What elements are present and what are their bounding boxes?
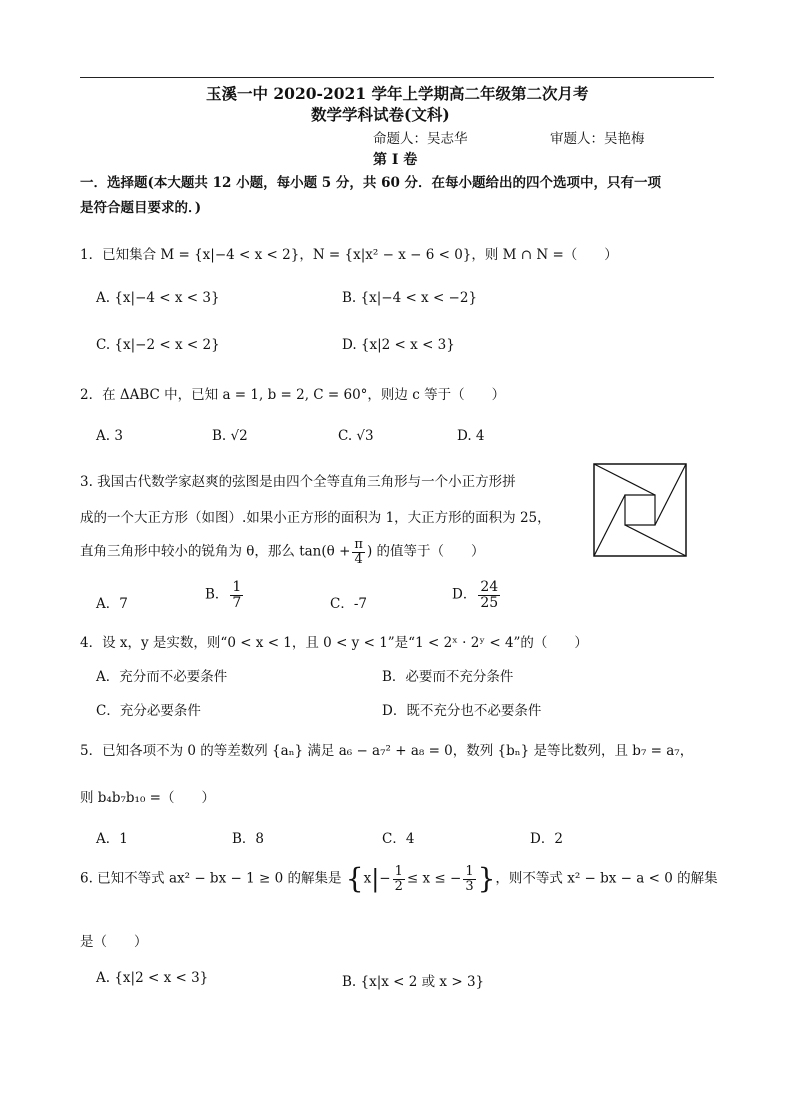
q5-stem-line2: 则 b₄b₇b₁₀ =（ ） xyxy=(80,790,215,806)
q2-option-b[interactable]: B. √2 xyxy=(212,428,248,444)
triangle-lines xyxy=(594,464,686,556)
q2-option-a[interactable]: A. 3 xyxy=(96,428,123,444)
top-rule xyxy=(80,77,714,78)
q1-option-a[interactable]: A. {x|−4 < x < 3} xyxy=(96,290,220,306)
brace-right: } xyxy=(477,862,496,896)
brace-left: { xyxy=(345,862,364,896)
section-instructions-line1: 一．选择题(本大题共 12 小题，每小题 5 分，共 60 分．在每小题给出的四个选项中，只有一项 xyxy=(80,175,662,191)
frac-num: 24 xyxy=(480,579,499,595)
inner-square xyxy=(625,495,655,525)
frac-num: 1 xyxy=(465,864,474,879)
q4-option-c[interactable]: C．充分必要条件 xyxy=(96,703,201,719)
q5-option-d[interactable]: D．2 xyxy=(530,831,563,847)
q3-option-b[interactable] xyxy=(205,580,245,610)
frac-num: 1 xyxy=(232,579,242,595)
q6-stem: 6. 已知不等式 ax² − bx − 1 ≥ 0 的解集是 {x|− $\frac{1}{2}$ ≤ x ≤ − $\frac{1}{3}$ }，则不等式 x² − bx − a < 0 的解集 xyxy=(80,862,718,896)
q3-stem-line3 xyxy=(80,538,485,566)
q4-stem: 4．设 x，y 是实数，则“0 < x < 1，且 0 < y < 1”是“1 < 2ˣ · 2ʸ < 4”的（ ） xyxy=(80,635,588,651)
q1-option-c[interactable]: C. {x|−2 < x < 2} xyxy=(96,337,220,353)
q6-option-b[interactable]: B. {x|x < 2 或 x > 3} xyxy=(342,974,485,990)
frac-den: 3 xyxy=(465,878,474,894)
twenty-four-over-twenty-five xyxy=(478,580,500,610)
frac-den: 2 xyxy=(394,878,403,894)
outer-square xyxy=(594,464,686,556)
frac-num: π xyxy=(354,537,363,552)
q4-option-b[interactable]: B．必要而不充分条件 xyxy=(382,669,514,685)
q3-option-b-label: B． xyxy=(205,586,229,603)
q2-stem: 2．在 ΔABC 中，已知 a = 1, b = 2, C = 60°，则边 c 等于（ ） xyxy=(80,387,506,403)
q5-option-b[interactable]: B．8 xyxy=(232,831,265,847)
section-instructions-line2: 是符合题目要求的．) xyxy=(80,200,202,216)
q3-stem-line1: 3. 我国古代数学家赵爽的弦图是由四个全等直角三角形与一个小正方形拼 xyxy=(80,474,516,490)
q3-option-a[interactable]: A．7 xyxy=(96,596,128,612)
q1-option-d[interactable]: D. {x|2 < x < 3} xyxy=(342,337,455,353)
set-bar: | xyxy=(371,865,380,894)
q3-stem-line3-a: 直角三角形中较小的锐角为 θ，那么 tan(θ + xyxy=(80,543,351,560)
frac-num: 1 xyxy=(394,864,403,879)
q6-option-a[interactable]: A. {x|2 < x < 3} xyxy=(96,970,209,986)
zhao-shuang-diagram xyxy=(593,463,687,557)
q3-stem-line2: 成的一个大正方形（如图）.如果小正方形的面积为 1，大正方形的面积为 25， xyxy=(80,510,551,526)
q3-stem-line3-b: ) 的值等于（ ） xyxy=(366,543,485,560)
reviewer: 审题人：吴艳梅 xyxy=(550,131,645,147)
q3-option-d-label: D． xyxy=(452,586,477,603)
q5-option-a[interactable]: A．1 xyxy=(96,831,128,847)
one-third xyxy=(463,865,475,893)
one-half xyxy=(393,865,405,893)
q3-option-c[interactable]: C．-7 xyxy=(330,596,367,612)
author: 命题人：吴志华 xyxy=(373,131,468,147)
q2-option-d[interactable]: D. 4 xyxy=(457,428,485,444)
frac-den: 7 xyxy=(232,594,242,611)
q5-option-c[interactable]: C．4 xyxy=(382,831,415,847)
exam-title: 玉溪一中 2020-2021 学年上学期高二年级第二次月考 xyxy=(206,84,589,103)
q1-option-b[interactable]: B. {x|−4 < x < −2} xyxy=(342,290,478,306)
set-var: x xyxy=(363,870,372,887)
q2-option-c[interactable]: C. √3 xyxy=(338,428,374,444)
frac-den: 4 xyxy=(354,551,363,567)
one-seventh xyxy=(230,580,243,610)
q1-stem: 1．已知集合 M = {x|−4 < x < 2}，N = {x|x² − x − 6 < 0}，则 M ∩ N =（ ） xyxy=(80,247,618,263)
q6-stem-b: ，则不等式 x² − bx − a < 0 的解集 xyxy=(495,870,718,887)
exam-subtitle: 数学学科试卷(文科) xyxy=(311,105,450,124)
volume-label: 第 I 卷 xyxy=(373,152,418,168)
q6-stem-a: 6. 已知不等式 ax² − bx − 1 ≥ 0 的解集是 xyxy=(80,870,342,887)
q4-option-a[interactable]: A．充分而不必要条件 xyxy=(96,669,228,685)
pi-over-four xyxy=(352,538,365,566)
frac-den: 25 xyxy=(480,594,499,611)
q4-option-d[interactable]: D．既不充分也不必要条件 xyxy=(382,703,542,719)
q3-option-d[interactable] xyxy=(452,580,502,610)
q6-stem-line2: 是（ ） xyxy=(80,934,148,950)
q5-stem-line1: 5．已知各项不为 0 的等差数列 {aₙ} 满足 a₆ − a₇² + a₈ = 0，数列 {bₙ} 是等比数列，且 b₇ = a₇， xyxy=(80,743,694,759)
